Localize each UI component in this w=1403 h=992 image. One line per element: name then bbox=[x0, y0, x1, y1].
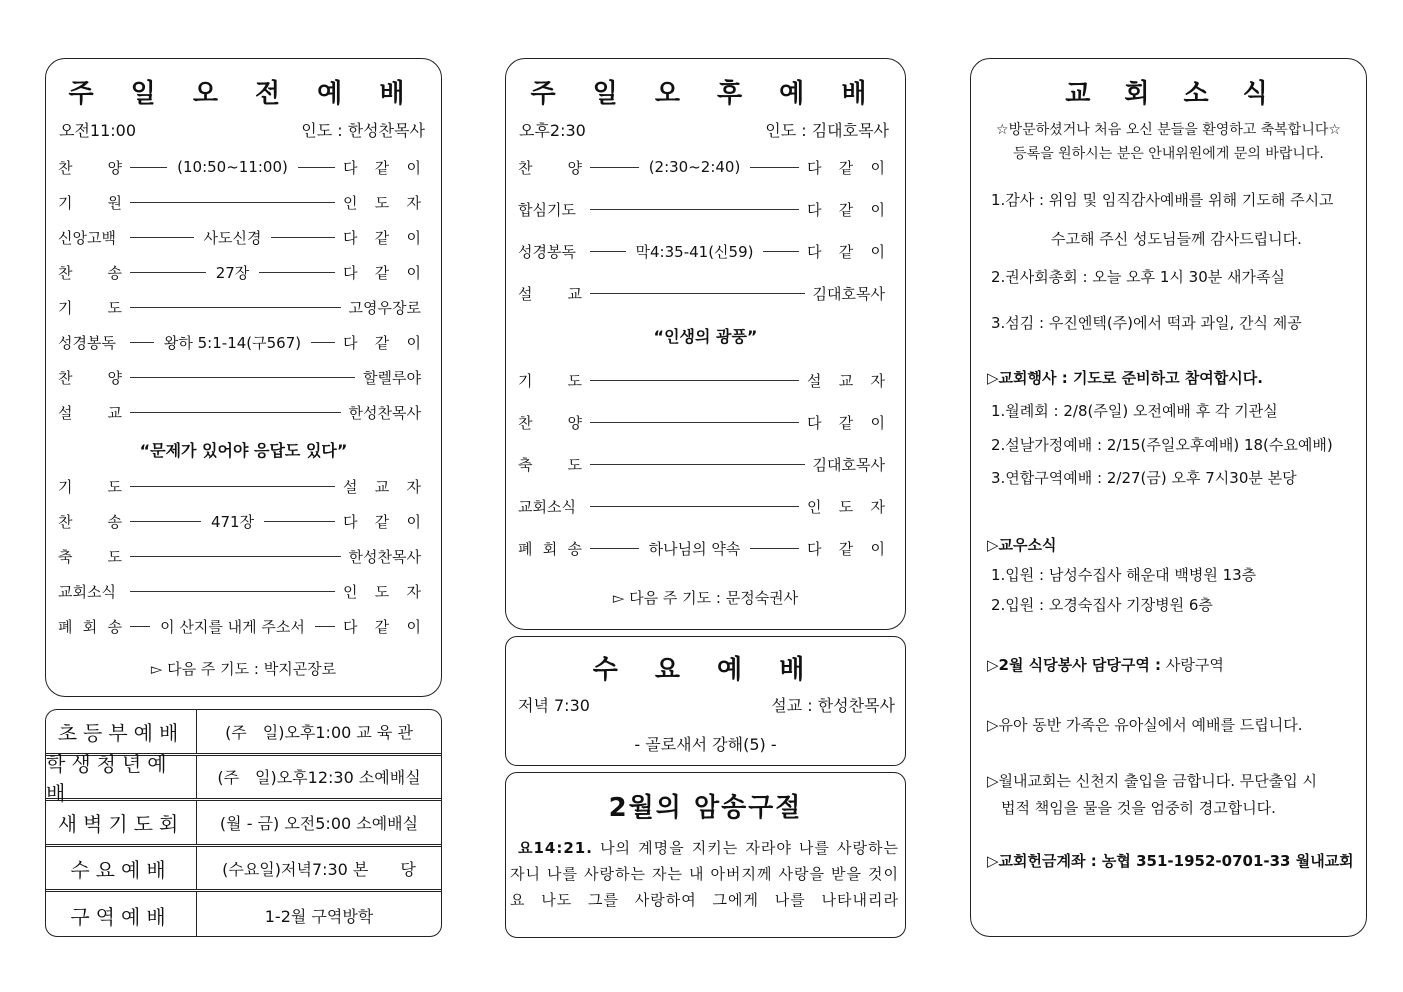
dash-line bbox=[590, 380, 799, 381]
dash-line bbox=[590, 506, 799, 507]
dash-leader bbox=[130, 158, 335, 176]
schedule-row bbox=[46, 801, 441, 847]
order-label: 축 도 bbox=[518, 455, 582, 474]
order-detail: (10:50~11:00) bbox=[177, 158, 288, 176]
memory-text: 나의 계명을 지키는 자라야 나를 사랑하는 자니 나를 사랑하는 자는 내 아버지께 사랑을 받을 것이요 나도 그를 사랑하여 그에게 나를 나타내리라 bbox=[510, 839, 899, 909]
dash-line bbox=[130, 202, 335, 203]
order-person: 다 같 이 bbox=[343, 617, 421, 636]
dash-leader bbox=[130, 307, 341, 308]
order-label: 기 도 bbox=[518, 371, 582, 390]
order-item bbox=[58, 580, 421, 602]
kitchen-service bbox=[987, 654, 1224, 675]
dash-leader bbox=[590, 241, 799, 262]
schedule-name: 수요예배 bbox=[46, 847, 197, 890]
order-item bbox=[518, 282, 885, 304]
order-item bbox=[58, 475, 421, 497]
dash-line bbox=[130, 377, 355, 378]
dash-line bbox=[590, 548, 639, 549]
afternoon-sermon-title: “인생의 광풍” bbox=[653, 327, 758, 346]
event-2: 2.설날가정예배 : 2/15(주일오후예배) 18(수요예배) bbox=[991, 436, 1333, 454]
order-item bbox=[58, 331, 421, 353]
dash-line bbox=[763, 251, 799, 252]
dash-line bbox=[750, 167, 799, 168]
order-label: 교회소식 bbox=[518, 497, 576, 516]
order-person: 다 같 이 bbox=[343, 263, 421, 282]
dash-line bbox=[130, 626, 150, 627]
schedule-row bbox=[46, 751, 441, 805]
order-person: 한성찬목사 bbox=[348, 547, 421, 566]
afternoon-leader: 인도 : 김대호목사 bbox=[765, 121, 889, 140]
kitchen-heading: ▷2월 식당봉사 담당구역 : bbox=[987, 656, 1162, 674]
dash-line bbox=[130, 307, 341, 308]
members-heading: ▷교우소식 bbox=[987, 536, 1057, 554]
dash-leader bbox=[130, 511, 335, 532]
warning-line-2: 법적 책임을 물을 것을 엄중히 경고합니다. bbox=[1001, 799, 1276, 817]
dash-leader bbox=[130, 486, 335, 487]
order-item bbox=[518, 453, 885, 475]
dash-line bbox=[271, 237, 335, 238]
morning-time: 오전11:00 bbox=[59, 121, 137, 140]
dash-leader bbox=[590, 506, 799, 507]
news-item-1a: 1.감사 : 위임 및 임직감사예배를 위해 기도해 주시고 bbox=[991, 191, 1334, 209]
order-label: 성경봉독 bbox=[518, 242, 576, 261]
dash-line bbox=[130, 521, 201, 522]
morning-service-panel bbox=[45, 58, 442, 697]
memory-title: 2월의 암송구절 bbox=[608, 793, 803, 823]
morning-next-prayer: ▻ 다음 주 기도 : 박지곤장로 bbox=[150, 660, 337, 678]
dash-leader bbox=[130, 591, 335, 592]
dash-line bbox=[130, 412, 341, 413]
order-person: 인 도 자 bbox=[343, 582, 421, 601]
order-label: 축 도 bbox=[58, 547, 122, 566]
order-detail: 471장 bbox=[210, 512, 255, 531]
order-person: 다 같 이 bbox=[807, 242, 885, 261]
order-item bbox=[58, 615, 421, 637]
order-label: 기 도 bbox=[58, 298, 122, 317]
news-item-3: 3.섬김 : 우진엔텍(주)에서 떡과 과일, 간식 제공 bbox=[991, 314, 1302, 332]
wednesday-title: 수 요 예 배 bbox=[592, 655, 819, 685]
dash-line bbox=[315, 626, 335, 627]
order-item bbox=[58, 191, 421, 213]
dash-line bbox=[590, 422, 799, 423]
dash-line bbox=[130, 237, 194, 238]
order-detail: 이 산지를 내게 주소서 bbox=[160, 617, 305, 636]
order-person: 다 같 이 bbox=[807, 158, 885, 177]
order-person: 다 같 이 bbox=[343, 228, 421, 247]
dash-leader bbox=[590, 158, 799, 176]
dash-leader bbox=[590, 209, 799, 210]
dash-leader bbox=[590, 293, 805, 294]
morning-leader: 인도 : 한성찬목사 bbox=[301, 121, 425, 140]
order-item bbox=[58, 226, 421, 248]
dash-leader bbox=[130, 616, 335, 637]
order-label: 성경봉독 bbox=[58, 333, 116, 352]
dash-leader bbox=[130, 377, 355, 378]
afternoon-next-prayer: ▻ 다음 주 기도 : 문정숙권사 bbox=[612, 589, 799, 607]
order-item bbox=[518, 198, 885, 220]
order-label: 찬 양 bbox=[58, 158, 122, 177]
order-label: 신앙고백 bbox=[58, 228, 116, 247]
schedule-detail: (주 일)오후12:30 소예배실 bbox=[217, 768, 421, 788]
wednesday-time: 저녁 7:30 bbox=[518, 696, 590, 715]
order-person: 한성찬목사 bbox=[348, 403, 421, 422]
order-person: 다 같 이 bbox=[807, 200, 885, 219]
event-1: 1.월례회 : 2/8(주일) 오전예배 후 각 기관실 bbox=[991, 402, 1278, 420]
memory-ref: 요14:21. bbox=[518, 839, 593, 857]
order-detail: 27장 bbox=[215, 263, 250, 282]
dash-leader bbox=[130, 227, 335, 248]
news-welcome-1: ☆방문하셨거나 처음 오신 분들을 환영하고 축복합니다☆ bbox=[996, 122, 1341, 138]
order-label: 설 교 bbox=[518, 284, 582, 303]
order-label: 합심기도 bbox=[518, 200, 576, 219]
dash-line bbox=[590, 293, 805, 294]
dash-line bbox=[130, 556, 341, 557]
afternoon-service-panel bbox=[505, 58, 906, 630]
dash-line bbox=[590, 251, 626, 252]
order-detail: 왕하 5:1-14(구567) bbox=[163, 333, 302, 352]
order-person: 인 도 자 bbox=[343, 193, 421, 212]
morning-title: 주 일 오 전 예 배 bbox=[68, 79, 419, 109]
order-label: 찬 송 bbox=[58, 263, 122, 282]
order-person: 다 같 이 bbox=[343, 158, 421, 177]
order-item bbox=[518, 156, 885, 178]
dash-line bbox=[590, 209, 799, 210]
schedule-name: 초등부예배 bbox=[46, 710, 197, 753]
dash-leader bbox=[130, 332, 335, 353]
order-label: 찬 양 bbox=[518, 413, 582, 432]
dash-line bbox=[130, 167, 167, 168]
order-detail: (2:30~2:40) bbox=[648, 158, 741, 176]
order-item bbox=[58, 296, 421, 318]
dash-line bbox=[130, 272, 206, 273]
order-person: 할렐루야 bbox=[363, 368, 421, 387]
schedule-detail: 1-2월 구역방학 bbox=[264, 906, 374, 926]
order-label: 찬 양 bbox=[518, 158, 582, 177]
afternoon-title: 주 일 오 후 예 배 bbox=[530, 79, 881, 109]
member-news-2: 2.입원 : 오경숙집사 기장병원 6층 bbox=[991, 596, 1213, 614]
memory-verse-panel bbox=[505, 772, 906, 938]
order-item bbox=[518, 495, 885, 517]
order-label: 기 원 bbox=[58, 193, 122, 212]
schedule-table bbox=[45, 709, 442, 937]
dash-leader bbox=[590, 422, 799, 423]
order-person: 인 도 자 bbox=[807, 497, 885, 516]
infant-notice: ▷유아 동반 가족은 유아실에서 예배를 드립니다. bbox=[987, 716, 1303, 734]
order-person: 다 같 이 bbox=[343, 333, 421, 352]
dash-line bbox=[298, 167, 335, 168]
dash-line bbox=[130, 342, 154, 343]
dash-line bbox=[590, 464, 805, 465]
order-item bbox=[58, 366, 421, 388]
memory-verse bbox=[510, 835, 899, 913]
news-item-2: 2.권사회총회 : 오늘 오후 1시 30분 새가족실 bbox=[991, 268, 1285, 286]
order-detail: 막4:35-41(신59) bbox=[635, 242, 754, 261]
events-heading: ▷교회행사 : 기도로 준비하고 참여합시다. bbox=[987, 369, 1263, 387]
order-person: 김대호목사 bbox=[812, 284, 885, 303]
afternoon-time: 오후2:30 bbox=[519, 121, 586, 140]
kitchen-value: 사랑구역 bbox=[1165, 656, 1224, 674]
dash-line bbox=[590, 167, 639, 168]
schedule-detail: (월 - 금) 오전5:00 소예배실 bbox=[219, 813, 419, 833]
dash-leader bbox=[130, 202, 335, 203]
church-news-panel bbox=[970, 58, 1367, 937]
member-news-1: 1.입원 : 남성수집사 해운대 백병원 13층 bbox=[991, 566, 1257, 584]
order-person: 설 교 자 bbox=[807, 371, 885, 390]
dash-line bbox=[130, 486, 335, 487]
dash-line bbox=[264, 521, 335, 522]
dash-leader bbox=[590, 464, 805, 465]
dash-leader bbox=[130, 412, 341, 413]
order-item bbox=[518, 411, 885, 433]
warning-line-1: ▷월내교회는 신천지 출입을 금합니다. 무단출입 시 bbox=[987, 772, 1317, 790]
wednesday-service-panel bbox=[505, 636, 906, 766]
order-label: 찬 양 bbox=[58, 368, 122, 387]
order-person: 다 같 이 bbox=[807, 413, 885, 432]
order-item bbox=[58, 401, 421, 423]
order-person: 다 같 이 bbox=[807, 539, 885, 558]
schedule-row bbox=[46, 847, 441, 893]
schedule-row bbox=[46, 892, 441, 937]
news-welcome-2: 등록을 원하시는 분은 안내위원에게 문의 바랍니다. bbox=[1013, 146, 1324, 162]
news-item-1b: 수고해 주신 성도님들께 감사드립니다. bbox=[1051, 230, 1302, 248]
order-person: 김대호목사 bbox=[812, 455, 885, 474]
order-item bbox=[58, 261, 421, 283]
dash-leader bbox=[590, 380, 799, 381]
order-person: 고영우장로 bbox=[348, 298, 421, 317]
schedule-name: 새벽기도회 bbox=[46, 801, 197, 844]
morning-sermon-title: “문제가 있어야 응답도 있다” bbox=[139, 441, 348, 460]
wednesday-preacher: 설교 : 한성찬목사 bbox=[771, 696, 895, 715]
dash-line bbox=[750, 548, 799, 549]
order-person: 다 같 이 bbox=[343, 512, 421, 531]
order-item bbox=[58, 156, 421, 178]
order-detail: 사도신경 bbox=[203, 228, 262, 247]
dash-line bbox=[130, 591, 335, 592]
order-item bbox=[518, 369, 885, 391]
event-3: 3.연합구역예배 : 2/27(금) 오후 7시30분 본당 bbox=[991, 469, 1297, 487]
order-item bbox=[518, 240, 885, 262]
order-person: 설 교 자 bbox=[343, 477, 421, 496]
order-label: 찬 송 bbox=[58, 512, 122, 531]
offering-account: ▷교회헌금계좌 : 농협 351-1952-0701-33 월내교회 bbox=[987, 852, 1354, 870]
dash-leader bbox=[590, 538, 799, 559]
schedule-detail: (수요일)저녁7:30 본 당 bbox=[222, 859, 416, 879]
schedule-detail: (주 일)오후1:00 교 육 관 bbox=[225, 722, 413, 742]
order-detail: 하나님의 약속 bbox=[648, 539, 741, 558]
order-label: 폐 회 송 bbox=[518, 539, 582, 558]
order-item bbox=[58, 510, 421, 532]
dash-line bbox=[311, 342, 335, 343]
wednesday-series: - 골로새서 강해(5) - bbox=[634, 735, 777, 754]
dash-line bbox=[259, 272, 335, 273]
order-label: 기 도 bbox=[58, 477, 122, 496]
order-label: 폐 회 송 bbox=[58, 617, 122, 636]
schedule-name: 학생청년예배 bbox=[46, 756, 197, 799]
order-item bbox=[518, 537, 885, 559]
dash-leader bbox=[130, 556, 341, 557]
schedule-name: 구역예배 bbox=[46, 892, 197, 937]
order-label: 교회소식 bbox=[58, 582, 116, 601]
order-label: 설 교 bbox=[58, 403, 122, 422]
order-item bbox=[58, 545, 421, 567]
news-title: 교 회 소 식 bbox=[1065, 79, 1272, 109]
dash-leader bbox=[130, 262, 335, 283]
